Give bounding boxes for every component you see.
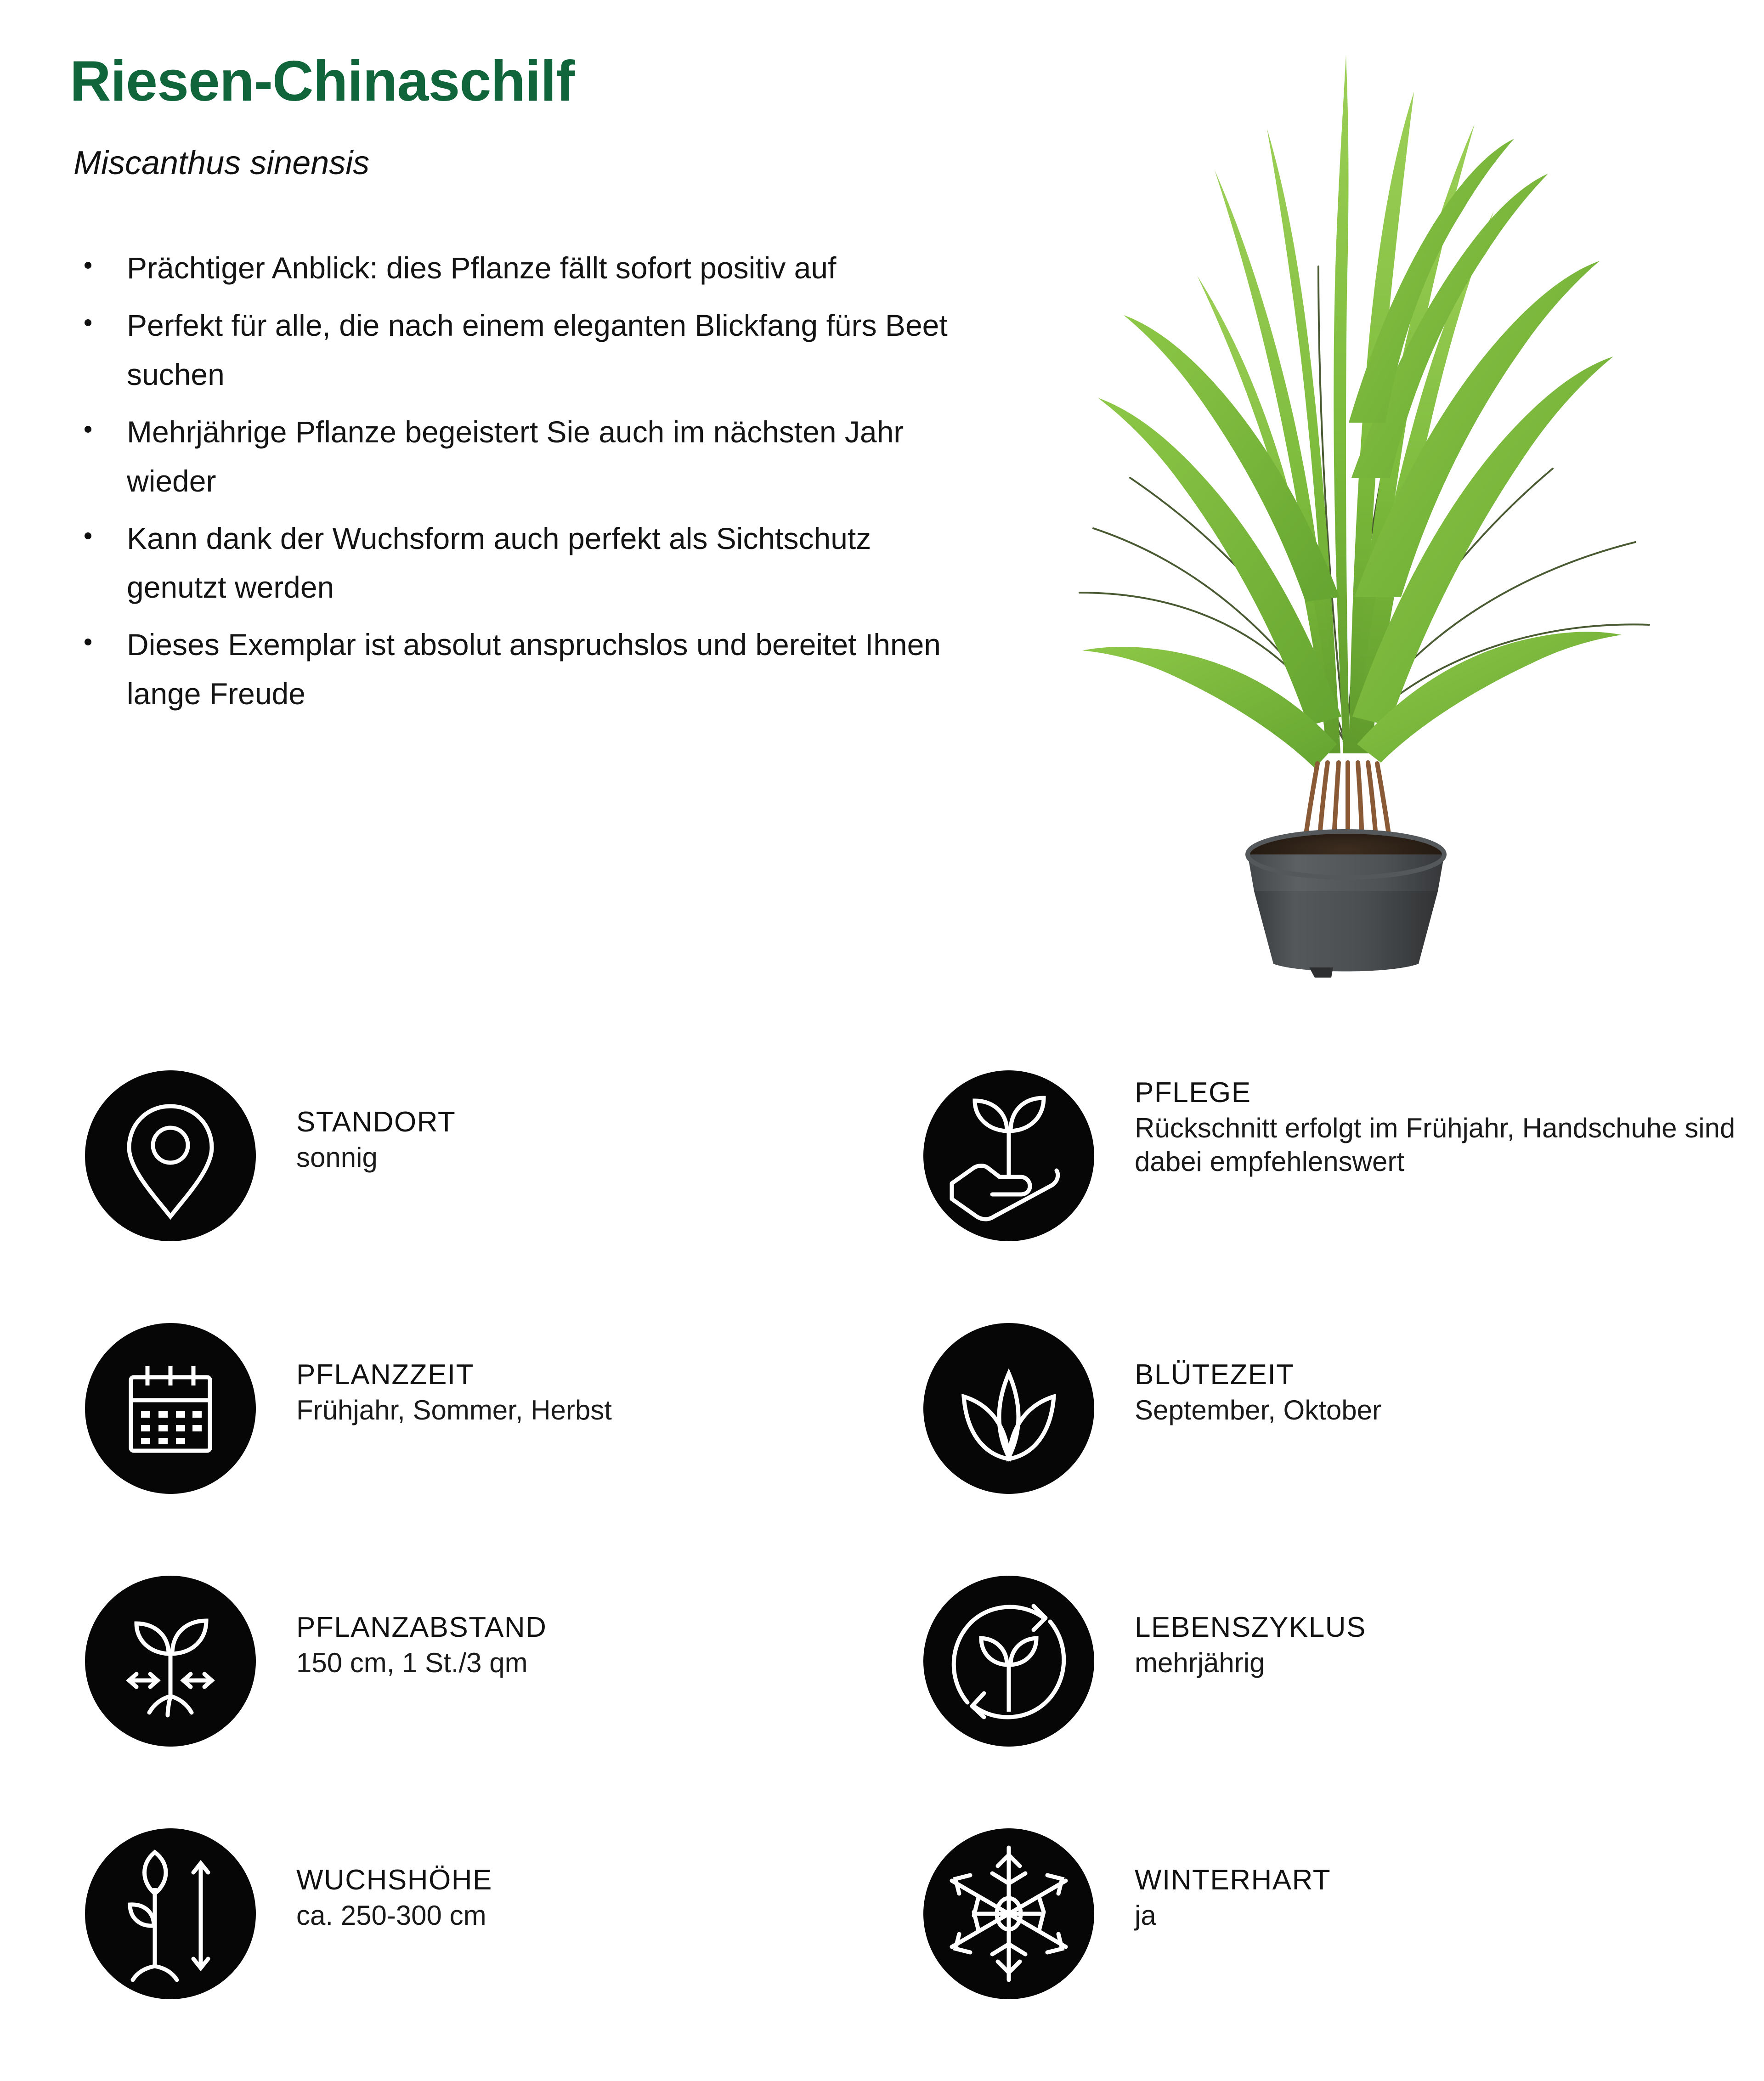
info-text-wuchshoehe [296,1863,903,1932]
info-text-winterhart [1135,1863,1741,1932]
benefit-item [69,620,965,718]
calendar-icon [85,1323,256,1494]
pot-body [1254,891,1438,972]
info-value: mehrjährig [1135,1647,1265,1679]
info-label: WUCHSHÖHE [296,1864,492,1896]
pot-foot [1309,967,1333,978]
benefit-text: Mehrjährige Pflanze begeistert Sie auch im nächsten Jahr wieder [127,414,904,498]
bullet-icon [85,639,91,645]
benefit-text: Prächtiger Anblick: dies Pflanze fällt sofort positiv auf [127,251,837,285]
snowflake-icon [923,1828,1094,1999]
info-value: sonnig [296,1142,378,1173]
info-label: PFLANZABSTAND [296,1612,547,1643]
info-item-winterhart [923,1828,1750,2081]
info-text-standort [296,1105,903,1174]
info-text-pflege [1135,1076,1741,1179]
info-value: ca. 250-300 cm [296,1900,486,1931]
benefit-text: Perfekt für alle, die nach einem eleganten Blickfang fürs Beet suchen [127,308,948,391]
life-cycle-icon [923,1576,1094,1747]
info-item-lebenszyklus [923,1576,1750,1828]
info-item-pflege [923,1070,1750,1323]
info-item-wuchshoehe [85,1828,866,2081]
info-item-pflanzabstand [85,1576,866,1828]
bullet-icon [85,426,91,433]
info-text-lebenszyklus [1135,1611,1741,1680]
bullet-icon [85,532,91,539]
info-column-left [85,1070,866,2081]
info-value: Frühjahr, Sommer, Herbst [296,1395,612,1426]
info-label: BLÜTEZEIT [1135,1359,1295,1391]
info-label: WINTERHART [1135,1864,1331,1896]
plant-photo [1024,28,1668,978]
info-text-pflanzzeit [296,1358,903,1427]
plant-in-hand-icon [923,1070,1094,1241]
info-item-standort [85,1070,866,1323]
info-text-pflanzabstand [296,1611,903,1680]
info-column-right [923,1070,1750,2081]
info-value: September, Oktober [1135,1395,1381,1426]
bullet-icon [85,319,91,326]
benefit-item [69,514,965,612]
plant-height-icon [85,1828,256,1999]
info-label: PFLEGE [1135,1077,1251,1108]
info-label: STANDORT [296,1106,456,1138]
info-value: Rückschnitt erfolgt im Frühjahr, Handschuhe sind dabei empfehlenswert [1135,1113,1736,1177]
benefit-list [69,243,965,727]
location-pin-icon [85,1070,256,1241]
info-label: LEBENSZYKLUS [1135,1612,1366,1643]
page-title: Riesen-Chinaschilf [70,50,575,113]
benefit-text: Dieses Exemplar ist absolut anspruchslos und bereitet Ihnen lange Freude [127,628,941,711]
info-item-bluetezeit [923,1323,1750,1576]
info-text-bluetezeit [1135,1358,1741,1427]
benefit-item [69,243,965,293]
info-value: ja [1135,1900,1156,1931]
botanical-name: Miscanthus sinensis [74,145,370,181]
benefit-text: Kann dank der Wuchsform auch perfekt als Sichtschutz genutzt werden [127,521,871,605]
info-label: PFLANZZEIT [296,1359,475,1391]
benefit-item [69,407,965,506]
info-value: 150 cm, 1 St./3 qm [296,1647,528,1679]
plant-pot [1248,831,1444,978]
flower-icon [923,1323,1094,1494]
plant-illustration [1024,28,1668,978]
benefit-item [69,301,965,399]
plant-spacing-icon [85,1576,256,1747]
bullet-icon [85,262,91,269]
info-item-pflanzzeit [85,1323,866,1576]
